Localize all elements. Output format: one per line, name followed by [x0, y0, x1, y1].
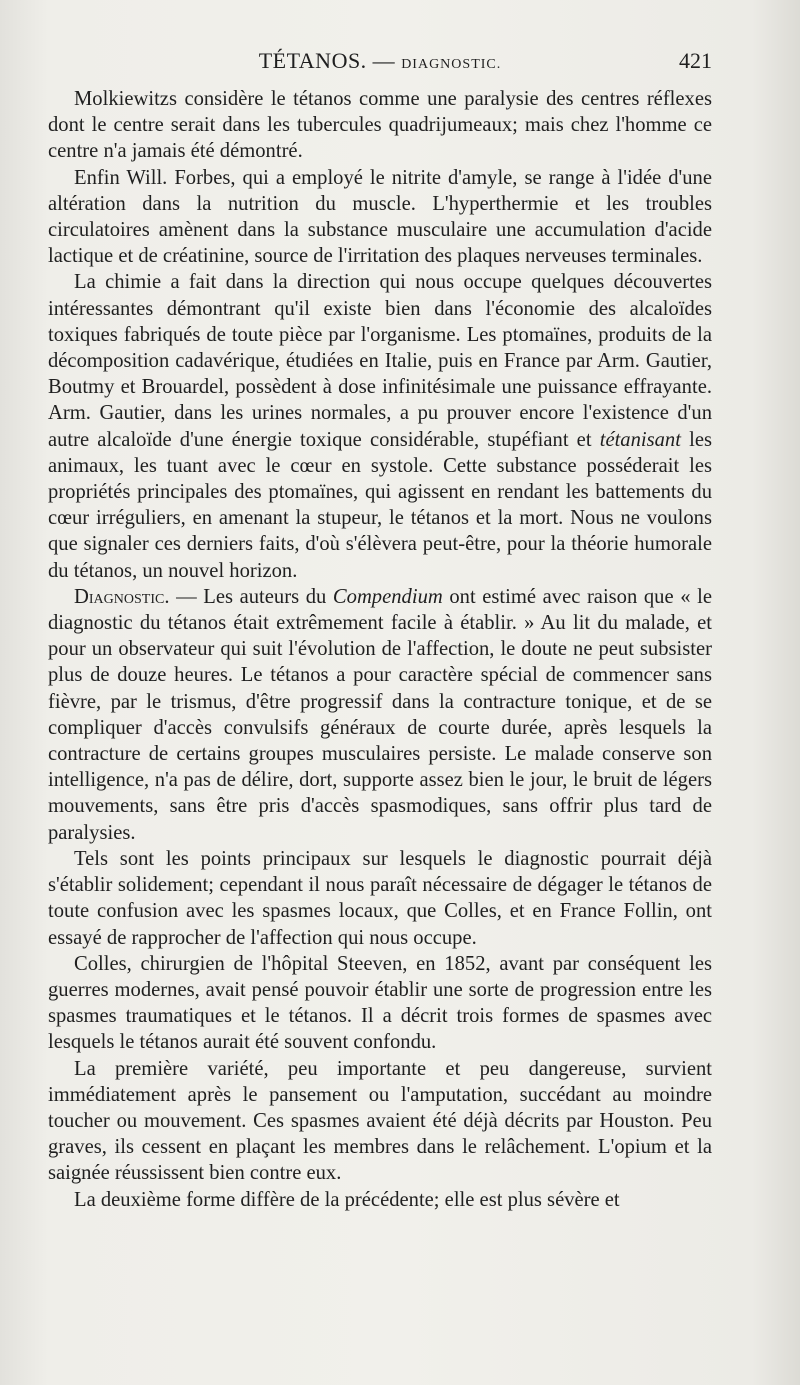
paragraph-text: ont estimé avec raison que « le diagnostic du tétanos était extrêmement facile à établir. » Au lit du malade, et pour un observateur qui suit l'évolution de l'affection, le doute ne peut subsister plus de douze heures. Le tétanos a pour caractère spécial de commencer sans fièvre, par le trismus, d'être progressif dans la contracture tonique, et de se compliquer d'accès convulsifs généraux de courte durée, après lesquels la contracture de certains groupes musculaires persiste. Le malade conserve son intelligence, n'a pas de délire, dort, supporte assez bien le jour, le bruit de légers mouvements, sans être pris d'accès spasmodiques, sans offrir plus tard de paralysies. [48, 585, 712, 844]
paragraph-chimie [48, 269, 712, 583]
italic-term: tétanisant [599, 428, 681, 451]
running-title-section: DIAGNOSTIC. [401, 57, 502, 72]
section-lead: Diagnostic. [74, 585, 170, 608]
running-title [48, 48, 712, 74]
page-body [48, 86, 712, 1213]
paragraph-diagnostic [48, 584, 712, 846]
running-header [48, 48, 712, 78]
italic-term: Compendium [332, 585, 443, 608]
paragraph-forbes: Enfin Will. Forbes, qui a employé le nitrite d'amyle, se range à l'idée d'une altération dans la nutrition du muscle. L'hyperthermie et les troubles circulatoires amènent dans la substance musculaire une accumulation d'acide lactique et de créatinine, source de l'irritation des plaques nerveuses terminales. [48, 166, 712, 268]
paragraph-colles: Colles, chirurgien de l'hôpital Steeven, en 1852, avant par conséquent les guerres modernes, avait pensé pouvoir établir une sorte de progression entre les spasmes traumatiques et le tétanos. Il a décrit trois formes de spasmes avec lesquels le tétanos aurait été souvent confondu. [48, 952, 712, 1054]
paragraph-points-principaux: Tels sont les points principaux sur lesquels le diagnostic pourrait déjà s'établir solidement; cependant il nous paraît nécessaire de dégager le tétanos de toute confusion avec les spasmes locaux, que Colles, et en France Follin, ont essayé de rapprocher de l'affection qui nous occupe. [48, 847, 712, 949]
paragraph-deuxieme-forme: La deuxième forme diffère de la précédente; elle est plus sévère et [74, 1188, 620, 1211]
paragraph-text: — Les auteurs du [176, 585, 327, 608]
paragraph-molkiewitzs: Molkiewitzs considère le tétanos comme une paralysie des centres réflexes dont le centre serait dans les tubercules quadrijumeaux; mais chez l'homme ce centre n'a jamais été démontré. [48, 88, 712, 163]
page-number: 421 [679, 48, 712, 73]
paragraph-text: les animaux, les tuant avec le cœur en systole. Cette substance posséderait les propriétés principales des ptomaïnes, qui agissent en rendant les battements du cœur irréguliers, en amenant la stupeur, le tétanos et la mort. Nous ne voulons que signaler ces derniers faits, d'où s'élèvera peut-être, pour la théorie humorale du tétanos, un nouvel horizon. [48, 428, 712, 582]
paragraph-premiere-variete: La première variété, peu importante et peu dangereuse, survient immédiatement après le pansement ou l'amputation, succédant au moindre toucher ou mouvement. Ces spasmes avaient été déjà décrits par Houston. Peu graves, ils cessent en plaçant les membres dans le relâchement. L'opium et la saignée réussissent bien contre eux. [48, 1057, 712, 1185]
paragraph-text: La chimie a fait dans la direction qui nous occupe quelques découvertes intéressantes démontrant qu'il existe bien dans l'économie des alcaloïdes toxiques fabriqués de toute pièce par l'organisme. Les ptomaïnes, produits de la décomposition cadavérique, étudiées en Italie, puis en France par Arm. Gautier, Boutmy et Brouardel, possèdent à dose infinitésimale une puissance effrayante. Arm. Gautier, dans les urines normales, a pu prouver encore l'existence d'un autre alcaloïde d'une énergie toxique considérable, stupéfiant et [48, 271, 712, 451]
running-title-main: TÉTANOS. — [258, 48, 396, 73]
